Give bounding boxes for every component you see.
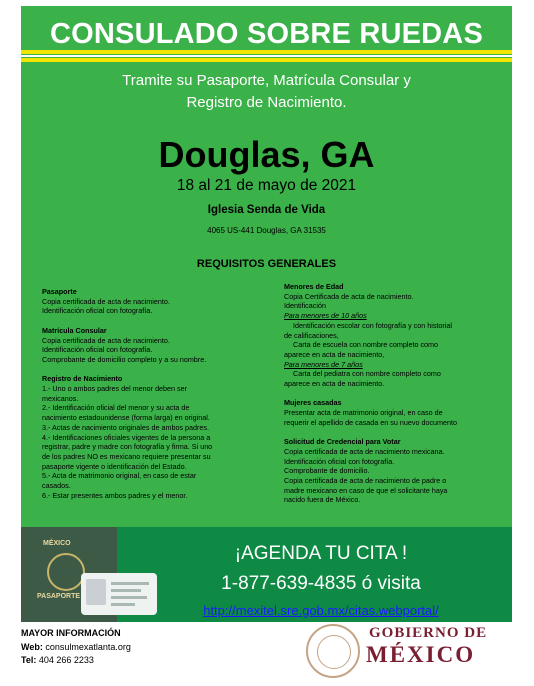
req-line: Identificación [284,301,326,311]
requirements-title: REQUISITOS GENERALES [196,258,337,270]
footer-heading: MAYOR INFORMACIÓN [21,628,121,638]
req-line: Copia certificada de acta de nacimiento. [42,296,170,306]
agenda-heading: ¡AGENDA TU CITA ! [234,543,408,564]
cta-band [21,527,512,622]
req-subheading: Para menores de 7 años [284,359,363,369]
req-line: nacido fuera de México. [284,495,361,505]
flyer-title: CONSULADO SOBRE RUEDAS [50,18,483,50]
white-stripe [21,55,512,57]
flyer [21,6,512,622]
req-line: Comprobante de domicilio completo y a su nombre. [42,354,207,364]
req-line: Identificación escolar con fotografía y con historial [293,320,453,330]
yellow-stripe-lower [21,58,512,62]
passport-label: PASAPORTE [37,593,81,600]
footer-tel [21,654,131,668]
event-city: Douglas, GA [158,134,375,175]
req-subheading: Para menores de 10 años [284,311,367,321]
req-heading: Solicitud de Credencial para Votar [284,437,401,447]
mexico-seal-icon [306,624,360,678]
req-credencial [284,437,506,505]
req-line: 5.- Acta de matrimonio original, en caso de estar [42,471,197,481]
req-line: 6.- Estar presentes ambos padres y el menor. [42,490,188,500]
req-line: 1.- Uno o ambos padres del menor deben ser [42,384,188,393]
event-dates: 18 al 21 de mayo de 2021 [176,177,357,194]
req-heading: Mujeres casadas [284,398,342,408]
id-card-line [111,582,149,585]
req-line: Presentar acta de matrimonio original, en caso de [284,408,443,418]
req-menores [284,282,506,389]
passport-country-label: MÉXICO [43,540,71,547]
req-line: Copia certificada de acta de nacimiento mexicana. [284,446,445,456]
req-line: casados. [42,481,71,491]
req-heading: Pasaporte [42,287,77,296]
req-line: aparece en acta de nacimiento, [284,349,385,359]
id-card-image [81,573,157,615]
req-casadas [284,398,506,427]
requirements-right-column [284,282,506,515]
tel-number: 404 266 2233 [38,655,94,665]
event-venue: Iglesia Senda de Vida [207,204,326,216]
gobierno-line1: GOBIERNO DE [369,625,488,641]
appointment-link[interactable]: http://mexitel.sre.gob.mx/citas.webportal/ [203,603,439,618]
req-pasaporte [42,287,272,316]
req-registro [42,374,272,500]
req-heading: Menores de Edad [284,282,344,291]
req-line: nacimiento estadounidense (forma larga) en original. [42,413,210,423]
req-line: Carta del pediatra con nombre completo como [293,369,441,379]
passport-seal-icon [47,553,85,591]
web-label: Web: [21,641,43,652]
event-address: 4065 US-441 Douglas, GA 31535 [207,226,326,235]
gobierno-line2: MÉXICO [366,642,476,667]
req-line: de calificaciones, [284,330,339,340]
req-line: Copia Certificada de acta de nacimiento. [284,291,414,301]
req-line: de los padres NO es mexicano requiere presentar su [42,451,211,461]
req-line: Comprobante de domicilio. [284,466,370,476]
phone-number: 1-877-639-4835 ó visita [221,573,421,594]
req-line: Identificación oficial con fotografía. [42,345,153,355]
footer-contact [21,627,131,668]
req-line: Identificación oficial con fotografía. [284,456,395,466]
req-line: registrar, padre y madre con fotografía y firma. Si uno [42,442,213,452]
req-line: Identificación oficial con fotografía. [42,306,153,316]
subtitle-line2: Registro de Nacimiento. [186,94,347,111]
req-line: 4.- Identificaciones oficiales vigentes de la persona a [42,432,211,442]
yellow-stripe [21,50,512,54]
subtitle-line1: Tramite su Pasaporte, Matrícula Consular y [122,72,411,89]
req-line: 3.- Actas de nacimiento originales de ambos padres. [42,422,210,432]
req-line: requerir el apellido de casada en su nuevo documento [284,417,458,427]
req-line: mexicanos. [42,393,79,403]
req-line: 2.- Identificación oficial del menor y su acta de [42,403,190,413]
req-line: Copia certificada de acta de nacimiento. [42,335,170,345]
web-link[interactable]: consulmexatlanta.org [45,641,131,652]
req-line: madre mexicano en caso de que el solicitante haya [284,485,448,495]
req-line: pasaporte vigente o identificación del Estado. [42,461,187,471]
id-card-line [111,596,147,599]
req-matricula [42,326,272,365]
id-card-line [111,589,141,592]
req-line: Copia certificada de acta de nacimiento de padre o [284,476,447,486]
requirements-left-column [42,287,272,510]
req-heading: Registro de Nacimiento [42,374,123,384]
req-line: aparece en acta de nacimiento. [284,379,385,389]
req-line: Carta de escuela con nombre completo como [293,340,439,350]
id-card-photo [86,579,106,605]
id-card-line [111,603,135,606]
tel-label: Tel: [21,655,37,665]
req-heading: Matrícula Consular [42,325,107,335]
footer-web [21,641,131,655]
mexico-seal-inner-ring [317,635,351,669]
title-bar [21,6,512,50]
